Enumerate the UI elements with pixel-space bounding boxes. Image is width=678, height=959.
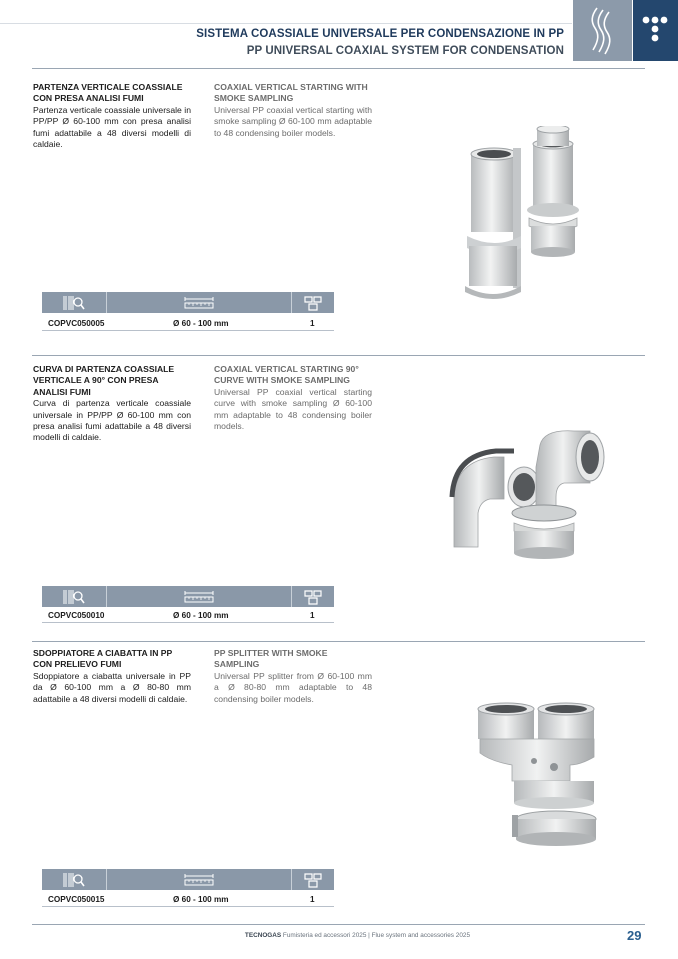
table-row (42, 317, 334, 331)
product-quantity: 1 (310, 319, 315, 328)
table-header (42, 869, 334, 890)
barcode-search-icon (63, 589, 85, 605)
section-divider (32, 355, 645, 356)
product-text-it: Partenza verticale coassiale universale in PP/PP Ø 60-100 mm con presa analisi fumi adattabile a 48 diversi modelli di caldaie. (33, 104, 191, 150)
product-image-splitter (470, 701, 605, 851)
condensation-box (573, 0, 632, 61)
barcode-search-icon (63, 872, 85, 888)
package-stack-icon (302, 872, 324, 888)
dimension-column-header (107, 869, 292, 890)
product-code: COPVC050010 (48, 611, 105, 620)
product-text-en: Universal PP splitter from Ø 60-100 mm a Ø 80-80 mm adaptable to 48 condensing boiler models. (214, 670, 372, 704)
code-column-header (42, 869, 107, 890)
product-text-en: Universal PP coaxial vertical starting with smoke sampling Ø 60-100 mm adaptable to 48 condensing boiler models. (214, 104, 372, 138)
product-dimension: Ø 60 - 100 mm (173, 895, 229, 904)
quantity-column-header (292, 869, 334, 890)
description-en (214, 364, 372, 432)
page-header (0, 0, 678, 63)
quantity-column-header (292, 586, 334, 607)
product-dimension: Ø 60 - 100 mm (173, 319, 229, 328)
product-quantity: 1 (310, 895, 315, 904)
page-title-en: PP UNIVERSAL COAXIAL SYSTEM FOR CONDENSATION (246, 45, 564, 57)
header-rule (0, 23, 572, 24)
product-image-vertical-starting (455, 126, 595, 302)
product-dimension: Ø 60 - 100 mm (173, 611, 229, 620)
product-text-it: Sdoppiatore a ciabatta universale in PP da Ø 60-100 mm a Ø 80-80 mm adattabile a 48 diversi modelli di caldaie. (33, 670, 191, 704)
product-code: COPVC050005 (48, 319, 105, 328)
section-divider (32, 68, 645, 69)
description-it (33, 648, 191, 705)
product-quantity: 1 (310, 611, 315, 620)
quantity-column-header (292, 292, 334, 313)
description-it (33, 364, 191, 444)
description-it (33, 82, 191, 150)
barcode-search-icon (63, 295, 85, 311)
footer-rule (32, 924, 645, 925)
ruler-measure-icon (183, 296, 215, 310)
product-title-it: CURVA DI PARTENZA COASSIALE VERTICALE A 90° CON PRESA ANALISI FUMI (33, 364, 175, 397)
condensation-wave-icon (573, 0, 632, 61)
footer-caption: Fumisteria ed accessori 2025 | Flue system and accessories 2025 (281, 932, 470, 939)
page-number: 29 (627, 928, 642, 943)
page-title-it: SISTEMA COASSIALE UNIVERSALE PER CONDENSAZIONE IN PP (196, 28, 564, 40)
description-en (214, 648, 372, 705)
table-header (42, 586, 334, 607)
footer-brand: TECNOGAS (244, 932, 282, 939)
section-divider (32, 641, 645, 642)
table-row (42, 609, 334, 623)
footer-text (245, 932, 470, 939)
product-title-en: COAXIAL VERTICAL STARTING WITH SMOKE SAMPLING (214, 82, 368, 104)
table-row (42, 893, 334, 907)
brand-dots-icon (633, 0, 678, 61)
product-title-en: PP SPLITTER WITH SMOKE SAMPLING (214, 648, 328, 670)
ruler-measure-icon (183, 873, 215, 887)
product-title-it: PARTENZA VERTICALE COASSIALE CON PRESA ANALISI FUMI (33, 82, 183, 104)
package-stack-icon (302, 295, 324, 311)
code-column-header (42, 292, 107, 313)
dimension-column-header (107, 292, 292, 313)
dimension-column-header (107, 586, 292, 607)
package-stack-icon (302, 589, 324, 605)
product-title-en: COAXIAL VERTICAL STARTING 90° CURVE WITH SMOKE SAMPLING (214, 364, 359, 386)
brand-box (633, 0, 678, 61)
product-text-en: Universal PP coaxial vertical starting curve with smoke sampling Ø 60-100 mm adaptable to 48 condensing boiler models. (214, 386, 372, 432)
product-text-it: Curva di partenza verticale coassiale universale in PP/PP Ø 60-100 mm con presa analisi fumi adattabile a 48 diversi modelli di caldaie. (33, 398, 191, 443)
table-header (42, 292, 334, 313)
ruler-measure-icon (183, 590, 215, 604)
product-image-90-curve (444, 427, 609, 567)
product-title-it: SDOPPIATORE A CIABATTA IN PP CON PRELIEVO FUMI (33, 648, 173, 670)
code-column-header (42, 586, 107, 607)
product-code: COPVC050015 (48, 895, 105, 904)
description-en (214, 82, 372, 139)
